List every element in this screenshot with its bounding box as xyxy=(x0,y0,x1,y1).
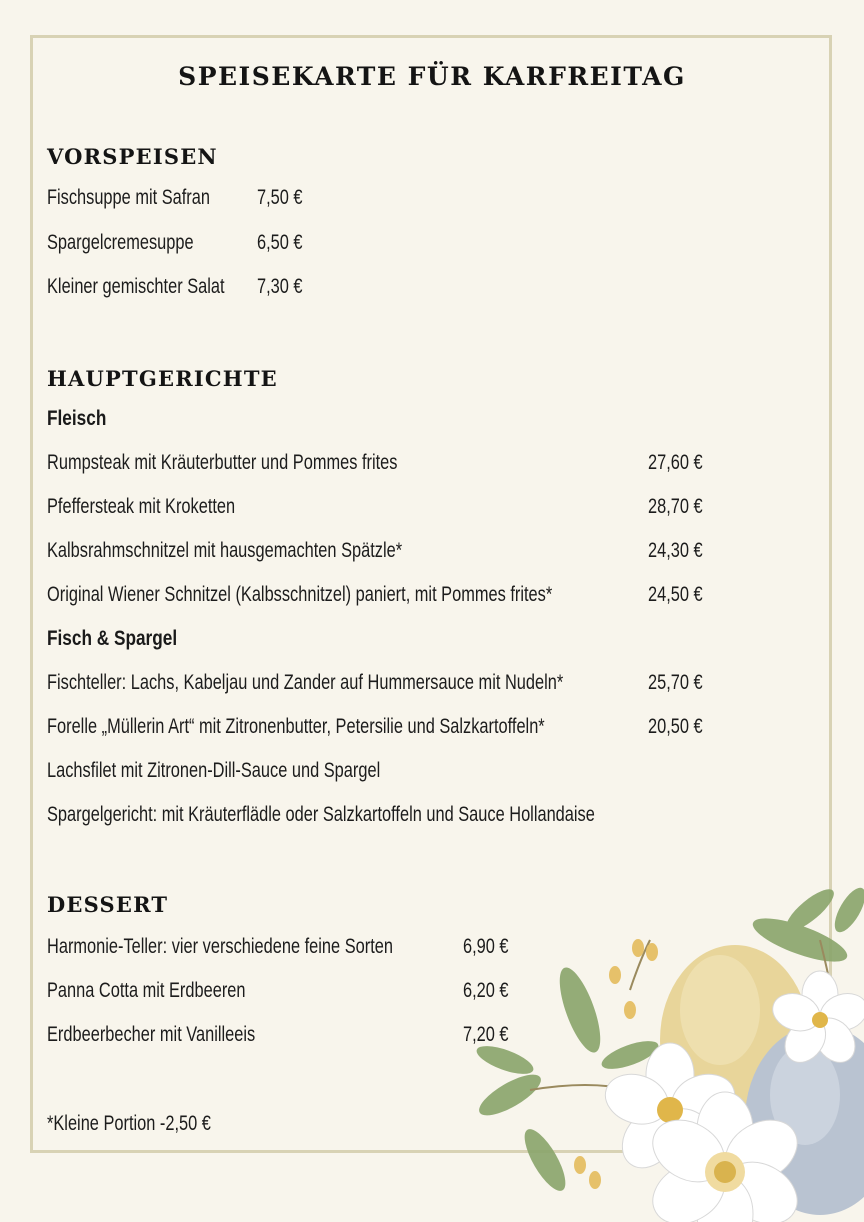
item-name: Harmonie-Teller: vier verschiedene feine Sorten xyxy=(47,935,393,958)
item-name: Panna Cotta mit Erdbeeren xyxy=(47,979,246,1002)
item-price: 7,50 € xyxy=(257,186,303,209)
item-name: Kalbsrahmschnitzel mit hausgemachten Spätzle* xyxy=(47,539,403,562)
item-price: 6,20 € xyxy=(463,979,509,1002)
item-price: 7,30 € xyxy=(257,275,303,298)
subheading-fisch-spargel: Fisch & Spargel xyxy=(47,627,178,650)
item-name: Spargelgericht: mit Kräuterflädle oder Salzkartoffeln und Sauce Hollandaise xyxy=(47,803,595,826)
menu-title: SPEISEKARTE FÜR KARFREITAG xyxy=(178,62,686,91)
item-name: Kleiner gemischter Salat xyxy=(47,275,225,298)
item-price: 28,70 € xyxy=(648,495,703,518)
section-heading-hauptgerichte: HAUPTGERICHTE xyxy=(47,366,278,391)
item-name: Erdbeerbecher mit Vanilleeis xyxy=(47,1023,256,1046)
item-name: Fischteller: Lachs, Kabeljau und Zander auf Hummersauce mit Nudeln* xyxy=(47,671,564,694)
item-price: 20,50 € xyxy=(648,715,703,738)
item-name: Lachsfilet mit Zitronen-Dill-Sauce und Spargel xyxy=(47,759,381,782)
section-heading-vorspeisen: VORSPEISEN xyxy=(47,144,218,169)
item-name: Fischsuppe mit Safran xyxy=(47,186,210,209)
item-price: 7,20 € xyxy=(463,1023,509,1046)
item-price: 6,50 € xyxy=(257,231,303,254)
item-name: Pfeffersteak mit Kroketten xyxy=(47,495,236,518)
item-price: 24,50 € xyxy=(648,583,703,606)
subheading-fleisch: Fleisch xyxy=(47,407,107,430)
item-price: 6,90 € xyxy=(463,935,509,958)
item-name: Spargelcremesuppe xyxy=(47,231,194,254)
section-heading-dessert: DESSERT xyxy=(47,892,169,917)
item-price: 25,70 € xyxy=(648,671,703,694)
easter-eggs-flowers-illustration xyxy=(470,880,864,1222)
item-price: 24,30 € xyxy=(648,539,703,562)
item-name: Rumpsteak mit Kräuterbutter und Pommes frites xyxy=(47,451,398,474)
item-price: 27,60 € xyxy=(648,451,703,474)
item-name: Original Wiener Schnitzel (Kalbsschnitzel) paniert, mit Pommes frites* xyxy=(47,583,553,606)
item-name: Forelle „Müllerin Art“ mit Zitronenbutter, Petersilie und Salzkartoffeln* xyxy=(47,715,545,738)
footnote: *Kleine Portion -2,50 € xyxy=(47,1112,211,1135)
